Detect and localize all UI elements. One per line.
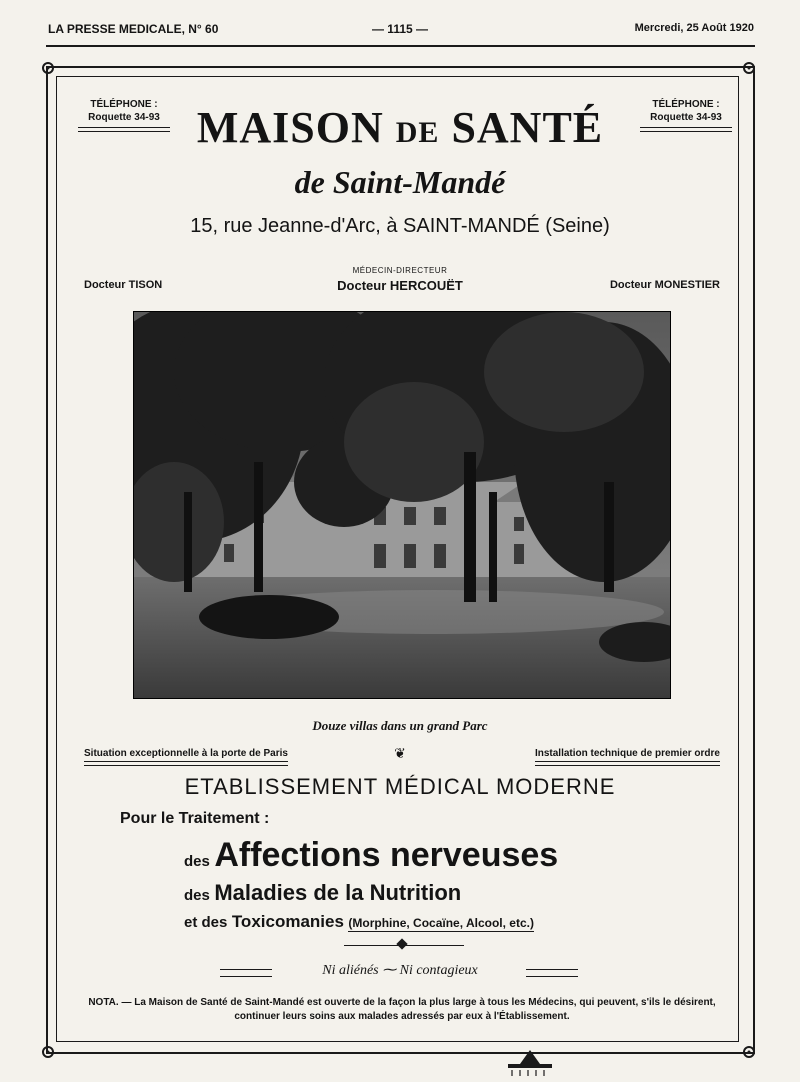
ni-alienes-row	[220, 962, 580, 986]
installation-text: Installation technique de premier ordre	[534, 748, 720, 759]
double-rule	[220, 969, 272, 977]
page-number: — 1115 —	[371, 22, 429, 36]
treatment-line-affections	[184, 836, 558, 875]
printer-ornament-icon	[500, 1046, 560, 1076]
toxicomanies-examples: (Morphine, Cocaïne, Alcool, etc.)	[348, 916, 534, 930]
treatment-affections: Affections nerveuses	[214, 836, 559, 874]
situation-text: Situation exceptionnelle à la porte de Paris	[84, 748, 288, 759]
situation-rule	[84, 761, 288, 766]
treatment-line-toxicomanies	[184, 912, 534, 932]
title-word-sante: SANTÉ	[451, 103, 604, 152]
treatment-line-nutrition	[184, 880, 461, 906]
corner-ornament-icon	[741, 1044, 757, 1060]
park-photograph	[133, 311, 671, 699]
address: 15, rue Jeanne-d'Arc, à SAINT-MANDÉ (Seine)	[190, 215, 610, 237]
director-role: MÉDECIN-DIRECTEUR	[352, 266, 448, 275]
treatment-nutrition: Maladies de la Nutrition	[214, 880, 462, 905]
corner-ornament-icon	[40, 60, 56, 76]
journal-title: LA PRESSE MEDICALE, N° 60	[48, 22, 219, 36]
double-rule	[526, 969, 578, 977]
title-word-maison: MAISON	[196, 103, 384, 152]
issue-date: Mercredi, 25 Août 1920	[634, 22, 754, 34]
telephone-number: Roquette 34-93	[88, 112, 160, 123]
treatment-prefix: des	[184, 887, 210, 904]
situation-note	[84, 748, 288, 766]
photo-caption: Douze villas dans un grand Parc	[312, 718, 488, 733]
nota-note: NOTA. — La Maison de Santé de Saint-Mandé est ouverte de la façon la plus large à tous les Médecins, qui peuvent, s'ils le désirent, continuer leurs soins aux malades adressés par eux à l'Établissement.	[88, 997, 716, 1022]
telephone-number: Roquette 34-93	[650, 112, 722, 123]
installation-rule	[535, 761, 720, 766]
treatment-prefix: et des	[184, 914, 228, 931]
title-word-de: DE	[395, 116, 440, 149]
fleuron-ornament-icon: ❦	[394, 747, 406, 762]
subtitle: de Saint-Mandé	[294, 164, 506, 200]
installation-note	[535, 748, 720, 766]
main-title	[120, 102, 680, 153]
treatment-intro: Pour le Traitement :	[120, 810, 270, 827]
ni-alienes-text: Ni aliénés ⁓ Ni contagieux	[322, 963, 478, 978]
header-rule	[46, 45, 755, 47]
telephone-label: TÉLÉPHONE :	[90, 99, 158, 110]
telephone-label: TÉLÉPHONE :	[652, 99, 720, 110]
director-name: Docteur HERCOUËT	[337, 278, 463, 293]
corner-ornament-icon	[40, 1044, 56, 1060]
treatment-toxicomanies: Toxicomanies	[231, 912, 344, 931]
doctor-left: Docteur TISON	[84, 279, 163, 291]
treatment-prefix: des	[184, 853, 210, 870]
establishment-heading: ETABLISSEMENT MÉDICAL MODERNE	[184, 774, 616, 799]
doctor-right: Docteur MONESTIER	[609, 279, 720, 291]
corner-ornament-icon	[741, 60, 757, 76]
